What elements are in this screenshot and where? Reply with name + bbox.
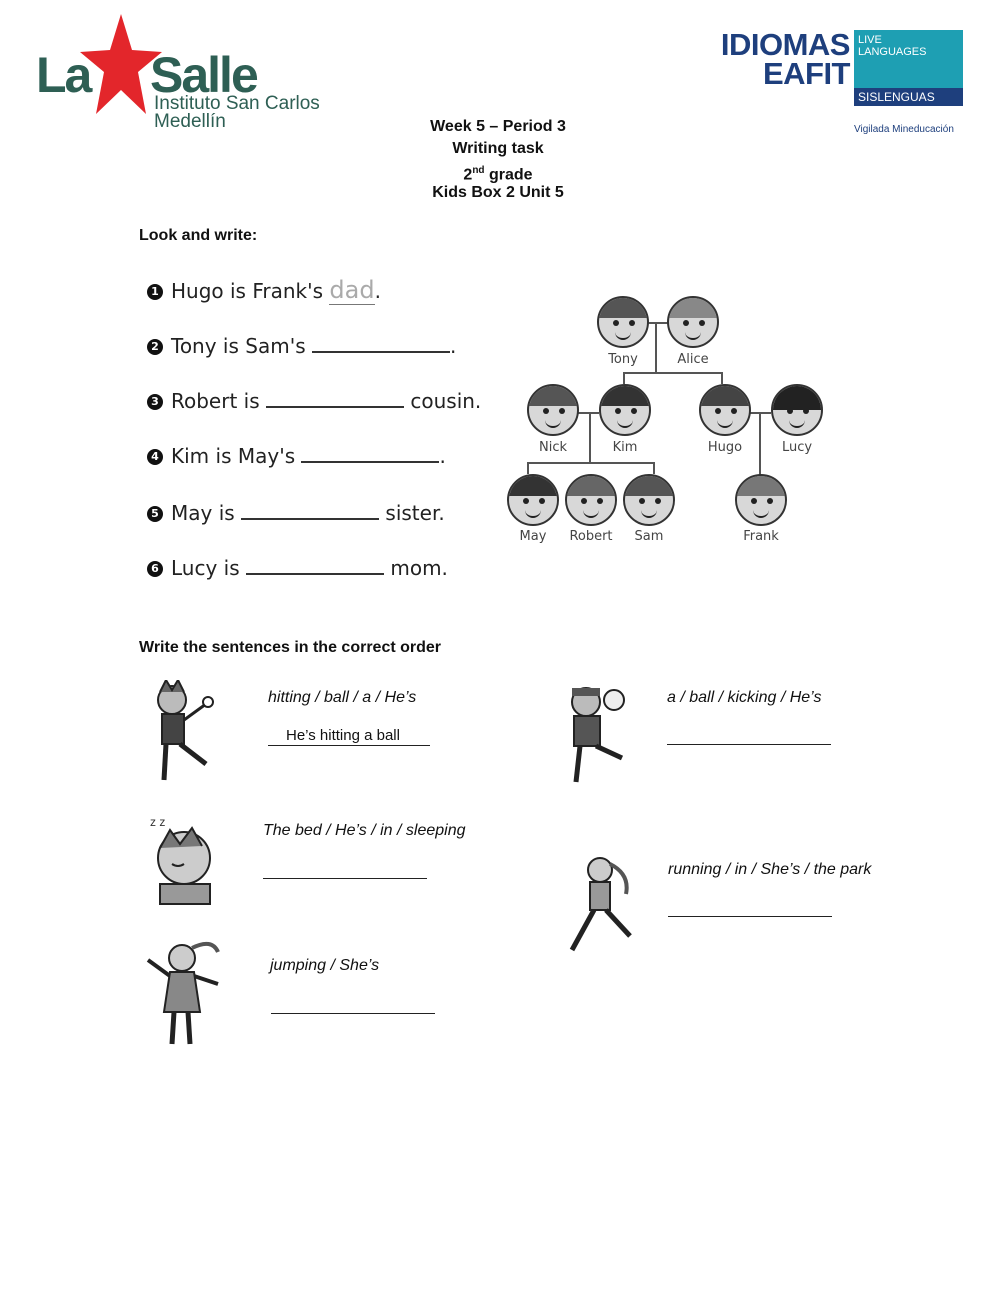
name-may: May xyxy=(519,529,547,544)
family-tree xyxy=(503,288,853,548)
name-tony: Tony xyxy=(608,352,638,367)
boy-kicking-ball-illustration xyxy=(556,682,636,788)
grade-number: 2 xyxy=(463,166,473,184)
eafit-bar: SISLENGUAS xyxy=(854,88,963,106)
face-frank xyxy=(735,474,787,526)
answer-line-3[interactable] xyxy=(263,860,427,879)
sentence-number: 2 xyxy=(147,339,163,355)
sentence-3 xyxy=(147,389,481,413)
eafit-line1: IDIOMAS xyxy=(720,27,850,62)
name-sam: Sam xyxy=(634,529,664,544)
sentence-text: May is xyxy=(171,501,235,525)
face-hugo xyxy=(699,384,751,436)
sentence-number: 1 xyxy=(147,284,163,300)
sentence-1 xyxy=(147,276,381,304)
face-lucy xyxy=(771,384,823,436)
logo-word-la: La xyxy=(36,47,91,103)
face-may xyxy=(507,474,559,526)
prompt-2: a / ball / kicking / He’s xyxy=(667,689,822,706)
sentence-end: . xyxy=(439,444,446,468)
prompt-1: hitting / ball / a / He’s xyxy=(268,689,417,706)
sentence-text: Robert is xyxy=(171,389,260,413)
sentence-text: Hugo is Frank's xyxy=(171,279,324,303)
answer-blank[interactable] xyxy=(241,504,379,520)
sentence-end: mom. xyxy=(390,556,448,580)
la-salle-logo xyxy=(36,14,336,134)
name-kim: Kim xyxy=(612,440,638,455)
sentence-end: . xyxy=(374,279,381,303)
answer-line-1[interactable] xyxy=(268,727,430,746)
header-task: Writing task xyxy=(452,140,544,157)
answer-blank[interactable] xyxy=(266,392,404,408)
name-robert: Robert xyxy=(569,529,613,544)
name-hugo: Hugo xyxy=(707,440,743,455)
sentence-end: cousin. xyxy=(410,389,482,413)
sentence-text: Lucy is xyxy=(171,556,240,580)
sentence-number: 4 xyxy=(147,449,163,465)
name-nick: Nick xyxy=(538,440,567,455)
idiomas-eafit-logo xyxy=(700,27,965,142)
boy-hitting-ball-illustration xyxy=(136,680,226,788)
face-robert xyxy=(565,474,617,526)
section2-title: Write the sentences in the correct order xyxy=(139,639,442,656)
sentence-number: 3 xyxy=(147,394,163,410)
answer-line-5[interactable] xyxy=(271,995,435,1014)
face-sam xyxy=(623,474,675,526)
sentence-6 xyxy=(147,556,448,580)
name-lucy: Lucy xyxy=(781,440,813,455)
logo-city: Medellín xyxy=(154,111,226,132)
boy-sleeping-illustration xyxy=(140,812,220,912)
answer-blank[interactable] xyxy=(246,559,384,575)
header-week: Week 5 – Period 3 xyxy=(430,118,566,135)
section1-title: Look and write: xyxy=(139,227,258,244)
sentence-number: 5 xyxy=(147,506,163,522)
sentence-answer: dad xyxy=(329,276,375,304)
prompt-3: The bed / He’s / in / sleeping xyxy=(263,822,466,839)
eafit-wordmark xyxy=(700,27,850,91)
eafit-box-line2: LANGUAGES xyxy=(858,46,927,58)
answer-line-2[interactable] xyxy=(667,726,831,745)
grade-word: grade xyxy=(489,166,533,184)
girl-running-illustration xyxy=(560,854,640,958)
sentence-number: 6 xyxy=(147,561,163,577)
sentence-5 xyxy=(147,501,445,525)
sentence-text: Kim is May's xyxy=(171,444,296,468)
eafit-line2: EAFIT xyxy=(762,56,850,91)
prompt-5: jumping / She’s xyxy=(270,957,380,974)
header-book: Kids Box 2 Unit 5 xyxy=(432,184,564,201)
face-alice xyxy=(667,296,719,348)
face-nick xyxy=(527,384,579,436)
answer-text-1: He’s hitting a ball xyxy=(286,727,400,744)
logo-institute: Instituto San Carlos xyxy=(154,93,320,114)
sentence-2 xyxy=(147,334,456,358)
girl-jumping-illustration xyxy=(142,936,224,1056)
sentence-end: sister. xyxy=(385,501,445,525)
eafit-box-line1: LIVE xyxy=(858,34,882,46)
sentence-text: Tony is Sam's xyxy=(171,334,306,358)
answer-blank[interactable] xyxy=(301,447,439,463)
face-tony xyxy=(597,296,649,348)
sentence-end: . xyxy=(449,334,457,358)
name-frank: Frank xyxy=(743,529,779,544)
name-alice: Alice xyxy=(677,352,709,367)
answer-blank[interactable] xyxy=(312,337,450,353)
svg-text:z z: z z xyxy=(150,815,166,829)
grade-ordinal: nd xyxy=(472,165,485,176)
eafit-box xyxy=(854,30,963,88)
logo-word-salle: Salle xyxy=(150,47,257,103)
eafit-vigilada: Vigilada Mineducación xyxy=(854,124,954,135)
prompt-4: running / in / She’s / the park xyxy=(668,861,872,878)
sentence-4 xyxy=(147,444,446,468)
answer-line-4[interactable] xyxy=(668,898,832,917)
face-kim xyxy=(599,384,651,436)
